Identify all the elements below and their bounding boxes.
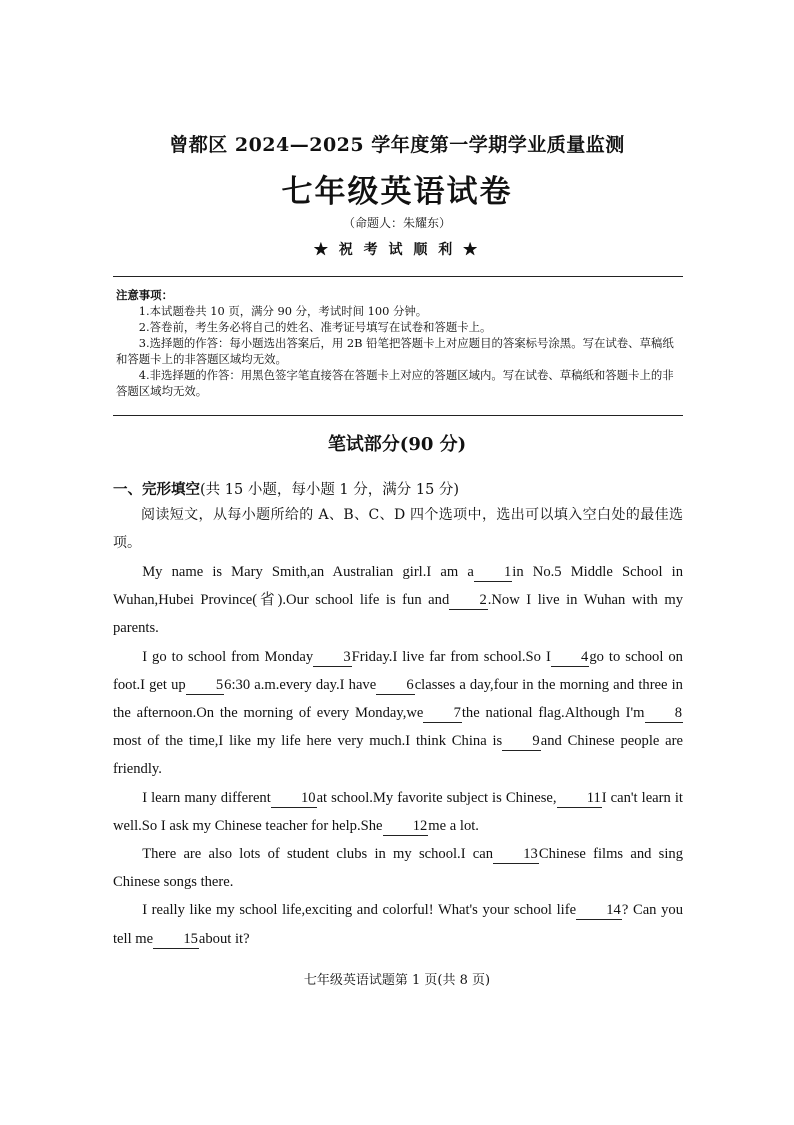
notice-item: 4.非选择题的作答：用黑色签字笔直接答在答题卡上对应的答题区域内。写在试卷、草稿纸和答题卡上的非答题区域均无效。 [116, 368, 674, 398]
notice-item: 3.选择题的作答：每小题选出答案后，用 2B 铅笔把答题卡上对应题目的答案标号涂黑。写在试卷、草稿纸和答题卡上的非答题区域均无效。 [116, 336, 674, 366]
blank-5: 5 [186, 676, 224, 695]
notice-item: 2.答卷前，考生务必将自己的姓名、准考证号填写在试卷和答题卡上。 [138, 320, 492, 334]
page-footer: 七年级英语试题第 1 页(共 8 页) [303, 973, 491, 988]
notice-bottom-rule [113, 415, 683, 416]
blank-7: 7 [423, 704, 461, 723]
blank-14: 14 [576, 901, 622, 920]
blank-1: 1 [474, 563, 512, 582]
notice-top-rule [113, 276, 683, 277]
blank-9: 9 [502, 732, 540, 751]
blank-6: 6 [376, 676, 414, 695]
blank-11: 11 [557, 789, 602, 808]
part-heading-label: 一、完形填空 [113, 481, 200, 498]
notice-title: 注意事项： [116, 288, 173, 302]
passage-paragraph-1: My name is Mary Smith,an Australian girl.I am a 1in No.5 Middle School in Wuhan,Hubei Province(省).Our school life is fun and 2.Now I live in Wuhan with my parents. [113, 564, 683, 637]
passage-paragraph-3: I learn many different 10at school.My favorite subject is Chinese, 11I can't learn it well.So I ask my Chinese teacher for help.She 12me a lot. [113, 789, 683, 834]
cloze-passage [113, 558, 683, 953]
notice-box [116, 287, 682, 399]
part-instructions: 阅读短文，从每小题所给的 A、B、C、D 四个选项中，选出可以填入空白处的最佳选项。 [113, 507, 683, 552]
blank-15: 15 [153, 930, 199, 949]
part-heading [113, 478, 693, 499]
blank-4: 4 [551, 648, 589, 667]
blank-13: 13 [493, 845, 539, 864]
notice-item: 1.本试题卷共 10 页，满分 90 分，考试时间 100 分钟。 [138, 304, 428, 318]
exam-title: 曾都区 2024—2025 学年度第一学期学业质量监测 [169, 134, 625, 156]
passage-paragraph-4: There are also lots of student clubs in my school.I can 13Chinese films and sing Chinese songs there. [113, 846, 683, 891]
part-instructions-block [113, 501, 683, 557]
blank-2: 2 [449, 591, 487, 610]
blank-8: 8 [645, 704, 683, 723]
section-title: 笔试部分(90 分) [327, 434, 467, 455]
part-heading-score: (共 15 小题，每小题 1 分，满分 15 分) [200, 482, 460, 498]
blank-3: 3 [313, 648, 351, 667]
exam-author: （命题人：朱耀东） [342, 216, 451, 230]
passage-paragraph-2: I go to school from Monday 3Friday.I live far from school.So I 4go to school on foot.I get up 56:30 a.m.every day.I have 6classes a day,four in the morning and three in the afternoon.On the morning of every Monday,we 7the national flag.Although I'm 8most of the time,I like my life here very much.I think China is 9and Chinese people are friendly. [113, 648, 683, 778]
blank-10: 10 [271, 789, 317, 808]
exam-subject-title: 七年级英语试卷 [281, 174, 513, 210]
blank-12: 12 [383, 817, 429, 836]
good-luck-banner: ★ 祝 考 试 顺 利 ★ [313, 242, 481, 258]
passage-paragraph-5: I really like my school life,exciting and colorful! What's your school life 14? Can you tell me 15about it? [113, 902, 683, 947]
